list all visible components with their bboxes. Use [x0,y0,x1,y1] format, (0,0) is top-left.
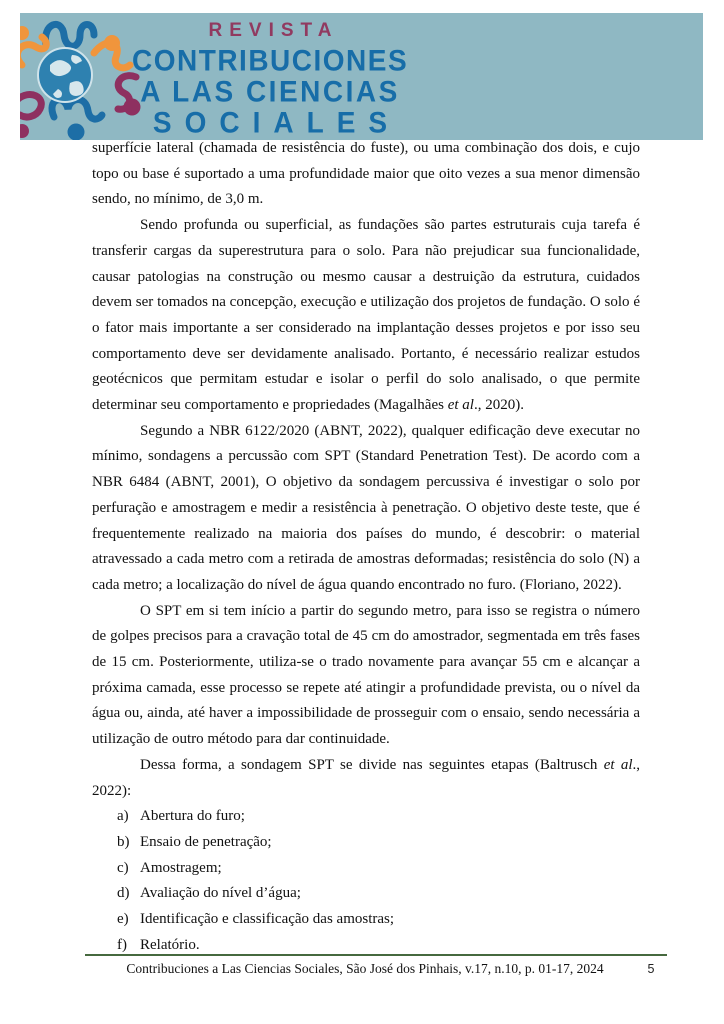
list-text: Relatório. [140,936,200,953]
et-al-citation: et al [603,756,633,773]
list-marker: a) [117,808,129,825]
list-item [92,907,640,933]
paragraph-text: Sendo profunda ou superficial, as fundações são partes estruturais cuja tarefa é transferir cargas da superestrutura para o solo. Para não prejudicar sua funcionalidade, causar patologias na construção ou mesmo causar a destruição da estrutura, cuidados devem ser tomados na concepção, execução e utilização dos projetos de fundação. O solo é o fator mais importante a ser considerado na implantação desses projetos e por isso seu comportamento deve ser devidamente analisado. Portanto, é necessário realizar estudos geotécnicos que permitam estudar e isolar o perfil do solo analisado, o que permite determinar seu comportamento e propriedades (Magalhães [92,217,640,414]
list-item [92,804,640,830]
paragraph-text: Dessa forma, a sondagem SPT se divide nas seguintes etapas (Baltrusch [140,756,604,773]
paragraph-continuation: superfície lateral (chamada de resistência do fuste), ou uma combinação dos dois, e cujo topo ou base é suportado a uma profundidade maior que oito vezes a sua menor dimensão sendo, no mínimo, de 3,0 m. [92,140,640,208]
journal-title-block [132,17,408,137]
list-text: Identificação e classificação das amostras; [140,911,395,928]
page-body [92,136,640,959]
journal-title-sociales: SOCIALES [152,106,401,139]
list-marker: c) [117,859,129,876]
list-text: Abertura do furo; [140,808,245,825]
paragraph-etapas-intro [92,753,640,804]
list-item [92,881,640,907]
footer-citation: Contribuciones a Las Ciencias Sociales, São José dos Pinhais, v.17, n.10, p. 01-17, 2024 [126,961,604,976]
journal-title-contribuciones: CONTRIBUCIONES [132,44,409,77]
spt-steps-list [92,804,640,958]
globe-people-logo-icon [20,13,142,140]
journal-title-a-las-ciencias: A LAS CIENCIAS [140,75,400,108]
list-text: Amostragem; [140,859,222,876]
list-marker: e) [117,911,129,928]
paragraph-fundacoes [92,213,640,419]
page-number: 5 [647,962,655,976]
list-marker: f) [117,936,127,953]
et-al-citation: et al [447,397,474,414]
paragraph-text: ., 2020). [473,397,524,414]
journal-header-banner [20,13,703,140]
list-marker: b) [117,833,130,850]
paragraph-text: ., 2022): [92,756,640,799]
list-text: Avaliação do nível d’água; [140,885,301,902]
list-text: Ensaio de penetração; [140,833,272,850]
list-marker: d) [117,885,130,902]
list-item [92,856,640,882]
paragraph-spt-procedimento: O SPT em si tem início a partir do segundo metro, para isso se registra o número de golpes precisos para a cravação total de 45 cm do amostrador, segmentada em três fases de 15 cm. Posteriormente, utiliza-se o trado novamente para avançar 55 cm e alcançar a próxima camada, esse processo se repete até atingir a profundidade prevista, ou o nível da água ou, ainda, até haver a impossibilidade de prosseguir com o ensaio, sendo necessária a utilização de outro método para dar continuidade. [92,602,640,748]
journal-title-revista: REVISTA [208,20,339,41]
paragraph-nbr-spt: Segundo a NBR 6122/2020 (ABNT, 2022), qualquer edificação deve executar no mínimo, sondagens a percussão com SPT (Standard Penetration Test). De acordo com a NBR 6484 (ABNT, 2001), O objetivo da sondagem percussiva é investigar o solo por perfuração e amostragem e medir a resistência à penetração. O objetivo deste teste, que é frequentemente realizado na maioria dos países do mundo, é descobrir: o material atravessado a cada metro com a retirada de amostras deformadas; resistência do solo (N) a cada metro; a localização do nível de água quando encontrado no furo. (Floriano, 2022). [92,422,640,593]
footer-divider [85,954,667,956]
list-item [92,830,640,856]
